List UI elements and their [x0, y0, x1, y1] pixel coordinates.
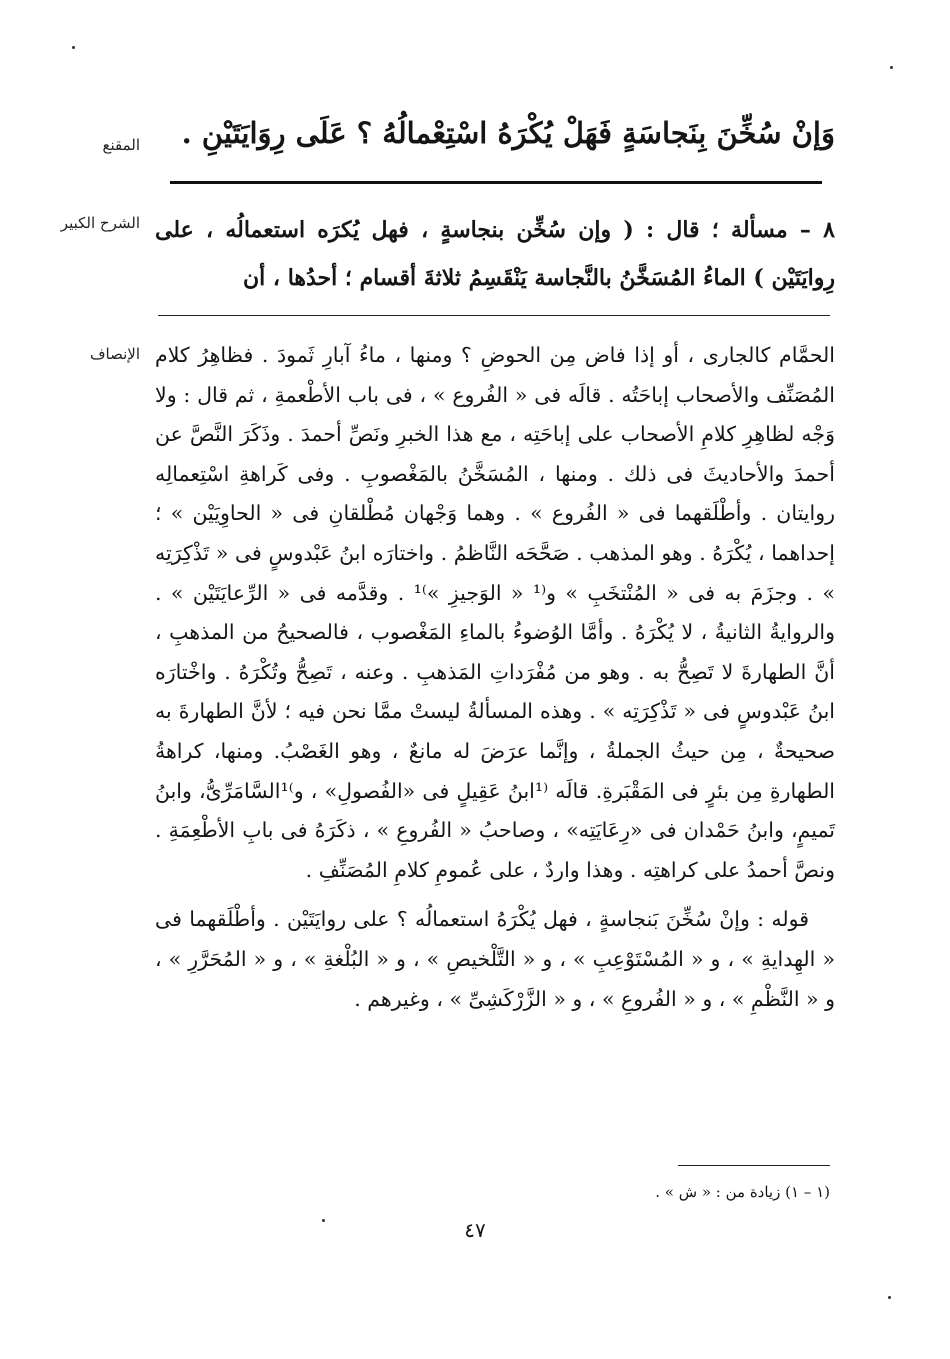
label-sharh: الشرح الكبير	[60, 214, 140, 232]
label-insaf: الإنصاف	[89, 345, 140, 363]
sharh-text: ٨ – مسألة ؛ قال : ( وإن سُخِّن بنجاسةٍ ، فهل يُكرَه استعمالُه ، على رِوايَتَيْن ) الماءُ المُسَخَّنُ بالنَّجاسة يَنْقَسِمُ ثلاثةَ أقسام ؛ أحدُها ، أن	[155, 217, 835, 291]
muqni-text: وَإنْ سُخِّنَ بِنَجاسَةٍ فَهَلْ يُكْرَهُ اسْتِعْمالُهُ ؟ عَلَى رِوَايَتَيْنِ .	[181, 116, 835, 150]
scan-speck	[322, 1219, 325, 1222]
insaf-paragraph: قوله : وإنْ سُخِّنَ بَنجاسةٍ ، فهل يُكْرَهُ استعمالُه ؟ على روايَتَيْن . وأطْلَقهما فى « الهِدايةِ » ، و « المُسْتَوْعِبِ » ، و « التَّلْخيصِ » ، و « البُلْغةِ » ، و « المُحَرَّرِ » ، و « النَّظْمِ » ، و « الفُروعِ » ، و « الزَّرْكَشِىِّ » ، وغيرهم .	[155, 907, 835, 1011]
section-divider-thin	[158, 315, 830, 316]
scan-speck	[72, 46, 75, 49]
insaf-paragraph: الحمَّام كالجارى ، أو إذا فاض مِن الحوضِ ؟ ومنها ، ماءُ آبارِ ثَمودَ . فظاهِرُ كلام المُصَنِّف والأصحاب إباحَتُه . قالَه فى « الفُروع » ، فى باب الأطْعمةِ ، ثم قال : ولا وَجْه لظاهِرِ كلامِ الأصحاب على إباحَتِه ، مع هذا الخبرِ ونَصِّ أحمدَ . وذَكَرَ النَّصَّ عن أحمدَ والأحاديثَ فى ذلك . ومنها ، المُسَخَّنُ بالمَغْصوبِ . وفى كَراهةِ اسْتِعمالِه روايتان . وأطْلَقهما فى « الفُروع » . وهما وَجْهان مُطْلقانِ فى « الحاوِيَيْن » ؛ إحداهما ، يُكْرَهُ . وهو المذهب . صَحَّحَه النَّاظمُ . واختارَه ابنُ عَبْدوسٍ فى « تَذْكِرَتِه » . وجزَمَ به فى « المُنْتخَبِ » و⁽¹ « الوَجيزِ »⁾¹ . وقدَّمه فى « الرِّعايَتَيْن » . والروايةُ الثانيةُ ، لا يُكْرَهُ . وأمَّا الوُضوءُ بالماءِ المَغْصوب ، فالصحيحُ من المذهبِ ، أنَّ الطهارةَ لا تَصِحُّ به . وهو من مُفْرَداتِ المَذهبِ . وعنه ، تَصِحُّ وتُكْرَهُ . واخْتارَه ابنُ عَبْدوسٍ فى « تَذْكِرَتِه » . وهذه المسألةُ ليستْ ممَّا نحن فيه ؛ لأنَّ الطهارةَ به صحيحةٌ ، مِن حيثُ الجملةُ ، وإنَّما عرَضَ له مانعٌ ، وهو الغَصْبُ. ومنها، كراهةُ الطهارةِ مِن بئرٍ فى المَقْبَرةِ. قالَه ⁽¹ابنُ عَقِيلٍ فى «الفُصولِ» ، و⁾¹السَّامَرِّىُّ، وابنُ تَميمٍ، وابنُ حَمْدان فى «رِعَايَتِه» ، وصاحبُ « الفُروعِ » ، ذكَرَهُ فى بابِ الأطْعِمَةِ . ونصَّ أحمدُ على كراهتِه . وهذا واردٌ ، على عُمومِ كلامِ المُصَنِّفِ .	[155, 343, 836, 882]
section-divider-thick	[170, 181, 822, 184]
page-number: ٤٧	[464, 1218, 486, 1242]
footnote-divider	[678, 1165, 830, 1166]
scan-speck	[888, 1296, 891, 1299]
footnote: (١ – ١) زيادة من : « ش » .	[655, 1183, 830, 1201]
label-muqni: المقنع	[102, 136, 140, 154]
scan-speck	[890, 66, 893, 69]
insaf-text	[155, 336, 835, 1019]
